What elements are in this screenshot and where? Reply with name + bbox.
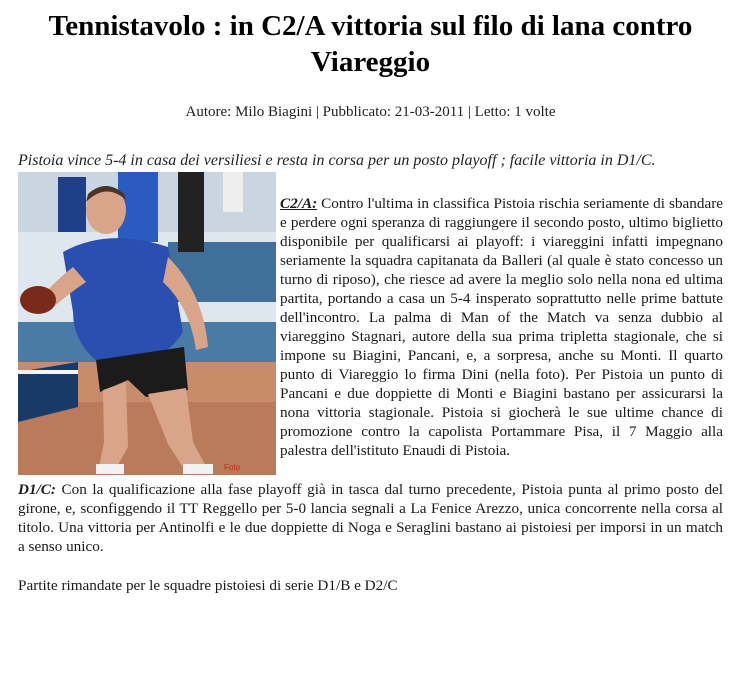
article-title: Tennistavolo : in C2/A vittoria sul filo di lana contro Viareggio bbox=[48, 10, 693, 78]
photo-illustration bbox=[18, 172, 276, 475]
table-tennis-player-photo bbox=[18, 172, 276, 475]
section-tag-d1c: D1/C: bbox=[18, 481, 56, 498]
section-d1c bbox=[18, 480, 723, 556]
article-lead: Pistoia vince 5-4 in casa dei versiliesi e resta in corsa per un posto playoff ; facile vittoria in D1/C. bbox=[18, 152, 656, 169]
article-note: Partite rimandate per le squadre pistoiesi di serie D1/B e D2/C bbox=[18, 577, 398, 594]
section-tag-c2a: C2/A: bbox=[280, 195, 318, 212]
photo-watermark: Foto bbox=[224, 463, 241, 472]
section-text-c2a: Contro l'ultima in classifica Pistoia rischia seriamente di sbandare e perdere ogni speranza di raggiungere il secondo posto, ultimo biglietto disponibile per qualificarsi ai playoff: i viareggini infatti impegnano seriamente la squadra capitanata da Balleri (al quale è stato concesso un turno di riposo), che riesce ad avere la meglio solo nella nona ed ultima partita, portando a casa un 5-4 insperato soprattutto nelle prime battute dell'incontro. La palma di Man of the Match va senza dubbio al viareggino Stagnari, autore della sua prima tripletta stagionale, che si impone su Biagini, Pancani, e, a sorpresa, anche su Monti. Il quarto punto di Viareggio lo firma Dini (nella foto). Per Pistoia un punto di Pancani e due doppiette di Monti e Biagini bastano per assicurarsi la nona vittoria stagionale. Pistoia si giocherà le sue ultime chance di promozione contro la capolista Portammare Pisa, il 7 Maggio alla palestra dell'istituto Enaudi di Pistoia. bbox=[280, 195, 723, 459]
article-body bbox=[18, 172, 723, 595]
article-meta: Autore: Milo Biagini | Pubblicato: 21-03-2011 | Letto: 1 volte bbox=[185, 104, 556, 120]
section-text-d1c: Con la qualificazione alla fase playoff già in tasca dal turno precedente, Pistoia punta al primo posto del girone, e, sconfiggendo il TT Reggello per 5-0 lancia segnali a La Fenice Arezzo, unica concorrente nella corsa al titolo. Una vittoria per Antinolfi e le due doppiette di Noga e Seraglini bastano ai pistoiesi per imporsi in un match a senso unico. bbox=[18, 481, 723, 555]
